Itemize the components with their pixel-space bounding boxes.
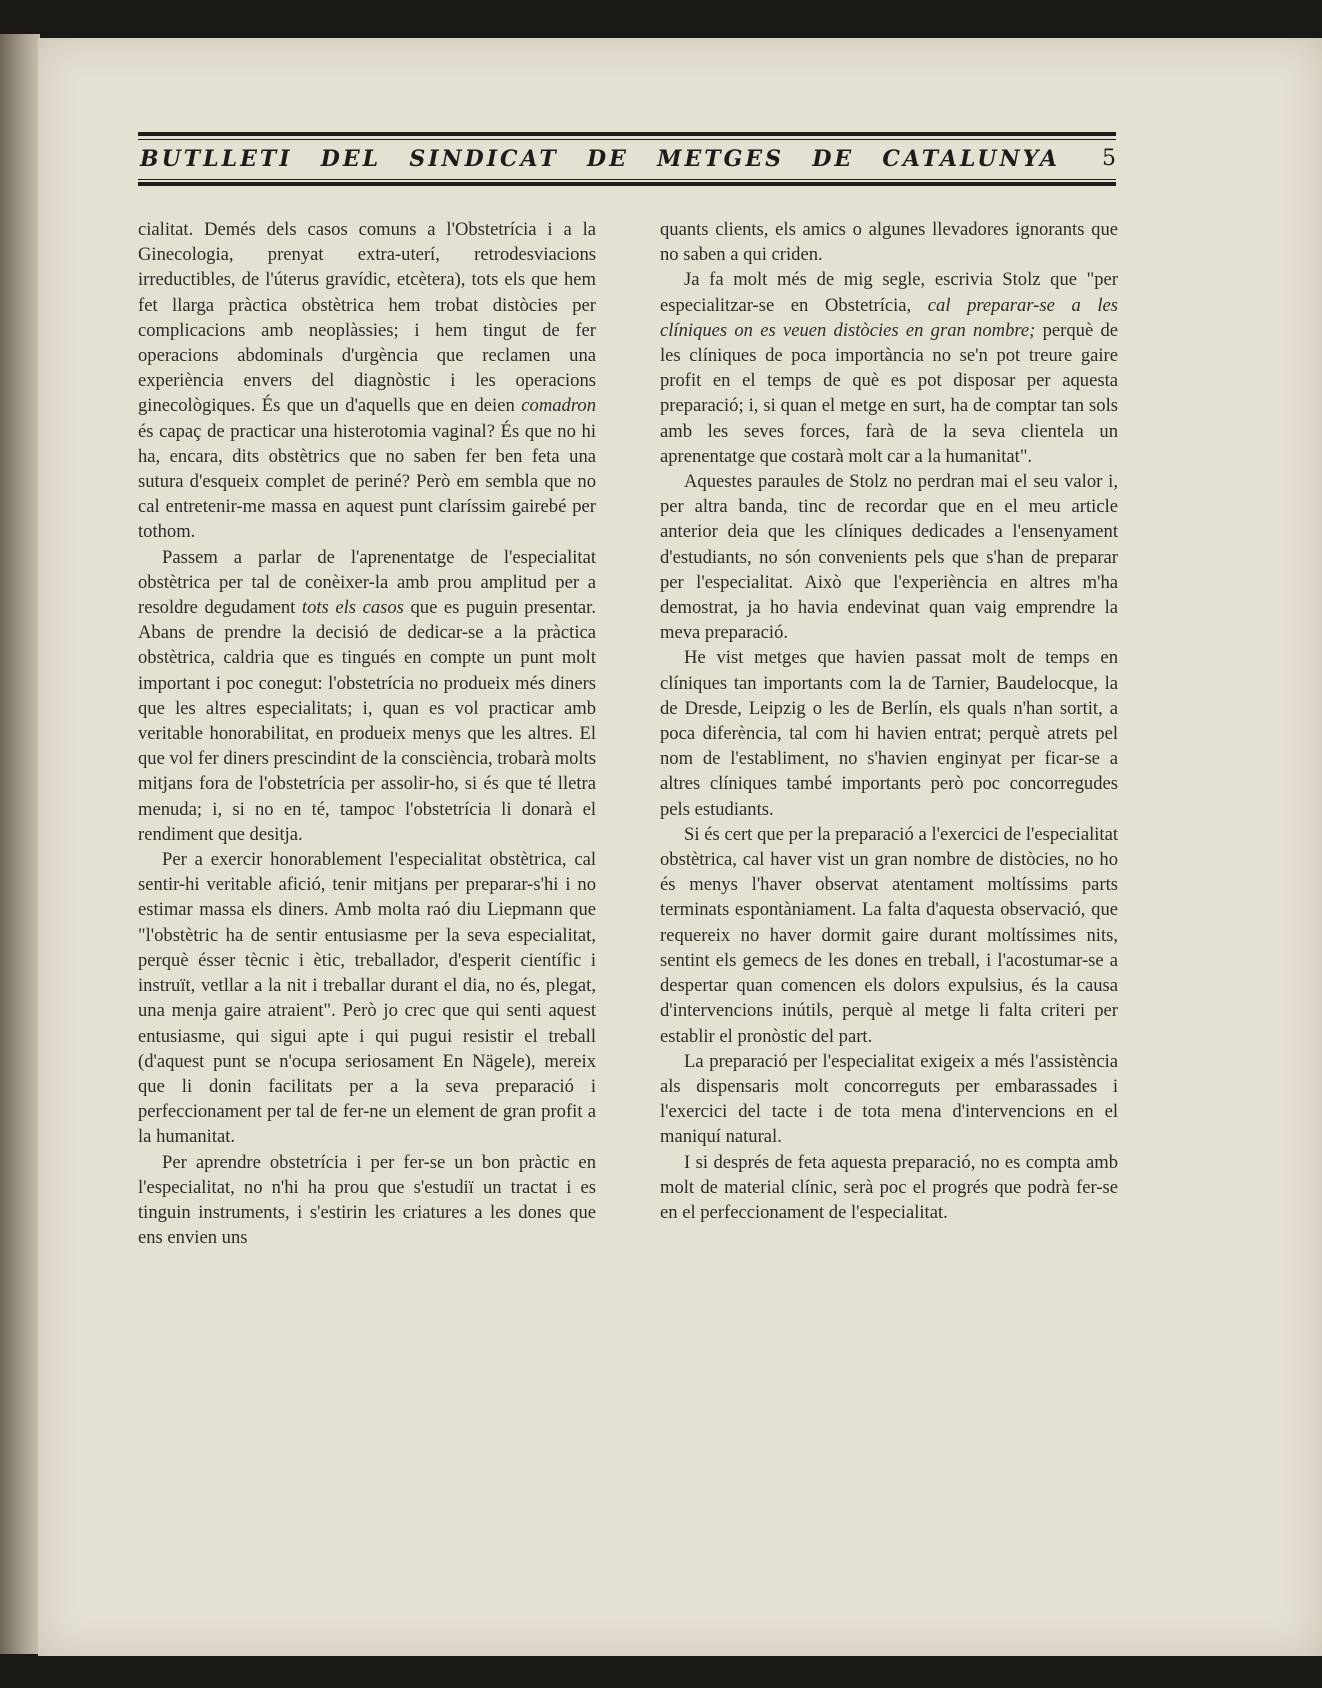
text-run: Per a exercir honorablement l'especialitat obstètrica, cal sentir-hi veritable afició, tenir mitjans per preparar-s'hi i no estimar massa els diners. Amb molta raó diu Liepmann que "l'obstètric ha de sentir entusiasme per la seva especialitat, perquè ésser tècnic i ètic, treballador, d'esperit científic i instruït, vetllar a la nit i treballar durant el dia, no és, plegat, una menja gaire atraient". Però jo crec que qui senti aquest entusiasme, qui sigui apte i qui pugui resistir el treball (d'aquest punt se n'ocupa seriosament En Nägele), mereix que li donin facilitats per a la seva preparació i perfeccionament per tal de fer-ne un element de gran profit a la humanitat. (138, 849, 596, 1148)
paragraph (138, 217, 596, 545)
title-word: SINDICAT (409, 146, 559, 172)
adjacent-page-edge (0, 34, 40, 1654)
header-rule-top-thick (138, 132, 1116, 136)
paragraph (660, 267, 1118, 469)
header-rule-bottom-thick (138, 182, 1116, 186)
title-word: METGES (657, 146, 785, 172)
italic-text: cal preparar-se a les clíniques on es veuen distòcies en gran nombre; (660, 294, 1118, 341)
paragraph (660, 1150, 1118, 1226)
title-word: CATALUNYA (882, 146, 1060, 172)
left-column (138, 217, 596, 1250)
page-number: 5 (1102, 146, 1116, 171)
journal-title (140, 146, 1060, 172)
text-run: que es puguin presentar. Abans de prendre la decisió de dedicar-se a la pràctica obstètrica, caldria que es tingués en compte un punt molt important i poc conegut: l'obstetrícia no produeix més diners que les altres especialitats; i, quan es vol practicar amb veritable honorabilitat, en produeix menys que les altres. El que vol fer diners prescindint de la consciència, trobarà molts mitjans fora de l'obstetrícia per assolir-ho, si és que té lletra menuda; i, si no en té, tampoc l'obstetrícia li donarà el rendiment que desitja. (138, 597, 596, 845)
header-rule-bottom-thin (138, 179, 1116, 180)
text-run: perquè de les clíniques de poca importància no se'n pot treure gaire profit en el temps de què es pot disposar per aquesta preparació; i, si quan el metge en surt, ha de comptar tan sols amb les seves forces, farà de la seva clientela un aprenentatge que costarà molt car a la humanitat". (660, 319, 1118, 467)
title-word: DEL (320, 146, 382, 172)
text-run: cialitat. Demés dels casos comuns a l'Obstetrícia i a la Ginecologia, prenyat extra-uterí, retrodesviacions irreductibles, de l'úterus gravídic, etcètera), tots els que hem fet llarga pràctica obstètrica hem trobat distòcies per complicacions amb neoplàssies; i hem tingut de fer operacions abdominals d'urgència que reclamen una experiència envers del diagnòstic i les operacions ginecològiques. És que un d'aquells que en deien (138, 219, 596, 417)
paragraph (138, 1150, 596, 1251)
text-run: Passem a parlar de l'aprenentatge de l'especialitat obstètrica per tal de conèixer-la amb prou amplitud per a resoldre degudament (138, 546, 596, 619)
text-run: Per aprendre obstetrícia i per fer-se un bon pràctic en l'especialitat, no n'hi ha prou que s'estudiï un tractat i es tinguin instruments, i s'estirin les criatures a les dones que ens envien uns (138, 1151, 596, 1249)
title-word: BUTLLETI (140, 146, 293, 172)
paragraph (138, 545, 596, 847)
italic-text: comadron (521, 395, 596, 417)
italic-text: tots els casos (301, 597, 404, 619)
title-word: DE (812, 146, 855, 172)
header-rule-top-thin (138, 139, 1116, 140)
paragraph (660, 217, 1118, 267)
paragraph (660, 1049, 1118, 1150)
text-run: Aquestes paraules de Stolz no perdran mai el seu valor i, per altra banda, tinc de recordar que en el meu article anterior deia que les clíniques dedicades a l'ensenyament d'estudiants, no són convenients pels que s'han de preparar per l'especialitat. Això que l'experiència en altres m'ha demostrat, ja ho havia endevinat quan vaig emprendre la meva preparació. (660, 471, 1118, 644)
text-run: Si és cert que per la preparació a l'exercici de l'especialitat obstètrica, cal haver vist un gran nombre de distòcies, no ho és menys l'haver observat atentament moltíssims parts terminats espontàniament. La falta d'aquesta observació, que requereix no haver dormit gaire durant moltíssimes nits, sentint els gemecs de les dones en treball, i l'acostumar-se a despertar quan comencen els dolors expulsius, és la causa d'intervencions inútils, perquè al metge li falta criteri per establir el pronòstic del part. (660, 823, 1118, 1047)
text-run: és capaç de practicar una histerotomia vaginal? És que no hi ha, encara, dits obstètrics que no saben fer ben feta una sutura d'esqueix complet de periné? Però em sembla que no cal entretenir-me massa en aquest punt claríssim gairebé per tothom. (138, 420, 596, 543)
text-run: La preparació per l'especialitat exigeix a més l'assistència als dispensaris molt concorreguts per embarassades i l'exercici del tacte i de tota mena d'intervencions en el maniquí natural. (660, 1050, 1118, 1148)
running-header (138, 94, 1116, 188)
text-run: quants clients, els amics o algunes llevadores ignorants que no saben a qui criden. (660, 219, 1118, 266)
right-column (660, 217, 1118, 1250)
article-body (138, 217, 1118, 1250)
text-run: Ja fa molt més de mig segle, escrivia Stolz que "per especialitzar-se en Obstetrícia, (660, 269, 1118, 316)
text-run: I si després de feta aquesta preparació, no es compta amb molt de material clínic, serà poc el progrés que podrà fer-se en el perfeccionament de l'especialitat. (660, 1151, 1118, 1223)
paragraph (138, 847, 596, 1149)
text-run: He vist metges que havien passat molt de temps en clíniques tan importants com la de Tarnier, Baudelocque, la de Dresde, Leipzig o les de Berlín, els quals n'han sortit, a poca diferència, tal com hi havien entrat; perquè atrets pel nom de l'establiment, no s'havien enginyat per ficar-se a altres clíniques també importants però poc concorregudes pels estudiants. (660, 647, 1118, 820)
paragraph (660, 645, 1118, 821)
paragraph (660, 822, 1118, 1049)
title-word: DE (587, 146, 629, 172)
paragraph (660, 469, 1118, 645)
